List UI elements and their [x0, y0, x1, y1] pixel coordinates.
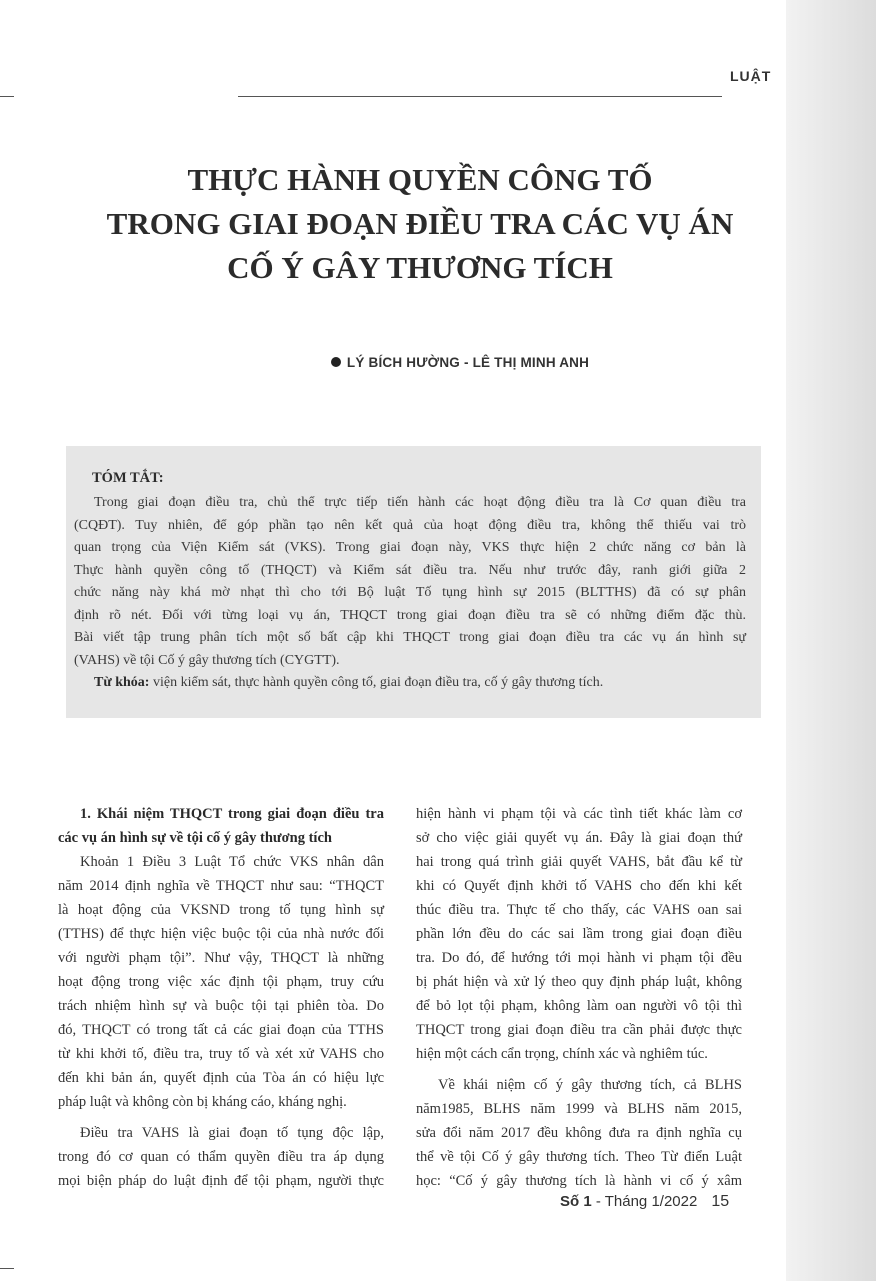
- body-line: để bỏ lọt tội phạm, không làm oan người vô tội thì: [416, 998, 742, 1014]
- body-line: hai trong quá trình giải quyết VAHS, bắt đầu kể từ: [416, 854, 742, 870]
- title-line: THỰC HÀNH QUYỀN CÔNG TỐ: [187, 162, 653, 197]
- page-edge-shadow: [786, 0, 876, 1281]
- body-line: hiện một cách cẩn trọng, chính xác và nghiêm túc.: [416, 1046, 708, 1062]
- keywords-text: viện kiểm sát, thực hành quyền công tố, giai đoạn điều tra, cố ý gây thương tích.: [152, 675, 604, 690]
- body-line: bị phát hiện và xử lý theo quy định pháp luật, không: [416, 974, 742, 990]
- page-number: 15: [711, 1193, 730, 1210]
- issue-date: - Tháng 1/2022: [591, 1193, 698, 1210]
- abstract-line: Thực hành quyền công tố (THQCT) và Kiểm sát điều tra. Nếu như trước đây, ranh giới giữa 2: [74, 562, 746, 578]
- body-line: thể về tội Cố ý gây thương tích. Theo Từ điển Luật: [416, 1149, 742, 1165]
- section-heading-line: các vụ án hình sự về tội cố ý gây thương tích: [58, 830, 332, 846]
- body-line: (TTHS) để thực hiện việc buộc tội của nhà nước đối: [58, 926, 384, 942]
- title-line: CỐ Ý GÂY THƯƠNG TÍCH: [227, 250, 613, 285]
- body-line: năm 2014 định nghĩa về THQCT như sau: “THQCT: [58, 878, 384, 894]
- title-line: TRONG GIAI ĐOẠN ĐIỀU TRA CÁC VỤ ÁN: [106, 206, 734, 241]
- keywords-label: Từ khóa:: [94, 675, 150, 690]
- bullet-icon: [331, 357, 341, 367]
- body-line: đó, THQCT có trong tất cả các giai đoạn của TTHS: [58, 1022, 384, 1038]
- abstract-line: định rõ nét. Đối với từng loại vụ án, THQCT trong giai đoạn điều tra sẽ có những điểm đặc thù.: [74, 607, 746, 623]
- author-names: LÝ BÍCH HƯỜNG - LÊ THỊ MINH ANH: [346, 355, 590, 370]
- body-line: tra. Do đó, để hướng tới mọi hành vi phạm tội đều: [416, 950, 742, 966]
- body-line: khi có Quyết định khởi tố VAHS cho đến khi kết: [416, 878, 742, 894]
- section-heading-line: 1. Khái niệm THQCT trong giai đoạn điều tra: [80, 806, 384, 822]
- body-line: năm1985, BLHS năm 1999 và BLHS năm 2015,: [416, 1101, 742, 1117]
- left-column: [58, 802, 384, 1193]
- body-line: Về khái niệm cố ý gây thương tích, cả BLHS: [438, 1077, 742, 1093]
- abstract-text: [74, 492, 746, 695]
- abstract-line: quan trọng của Viện Kiểm sát (VKS). Trong giai đoạn này, VKS thực hiện 2 chức năng cơ bản là: [74, 540, 746, 555]
- body-line: sở cho việc giải quyết vụ án. Đây là giai đoạn thứ: [416, 830, 742, 846]
- body-line: phần lớn đều do các sai lầm trong giai đoạn điều: [416, 926, 742, 942]
- body-line: sửa đổi năm 2017 đều không đưa ra định nghĩa cụ: [416, 1125, 742, 1141]
- abstract-line: Trong giai đoạn điều tra, chủ thể trực tiếp tiến hành các hoạt động điều tra là Cơ quan điều tra: [94, 495, 746, 510]
- page-footer: [560, 1193, 729, 1211]
- abstract-heading: TÓM TẮT:: [92, 470, 164, 486]
- body-line: hoạt động trong việc xác định tội phạm, truy cứu: [58, 974, 384, 990]
- section-label: LUẬT: [730, 68, 772, 84]
- body-line: trong đó cơ quan có thẩm quyền điều tra áp dụng: [58, 1149, 384, 1165]
- body-line: với người phạm tội”. Như vậy, THQCT là những: [58, 950, 384, 966]
- right-column: [416, 802, 742, 1193]
- body-line: thúc điều tra. Thực tế cho thấy, các VAHS oan sai: [416, 902, 742, 918]
- header-rule: [238, 96, 722, 97]
- keywords: [74, 672, 746, 695]
- body-line: từ khi khởi tố, điều tra, truy tố và xét xử VAHS cho: [58, 1046, 384, 1062]
- body-line: Khoản 1 Điều 3 Luật Tổ chức VKS nhân dân: [80, 854, 384, 870]
- body-line: mọi biện pháp do luật định để tội phạm, người thực: [58, 1173, 384, 1189]
- body-line: pháp luật và không còn bị kháng cáo, kháng nghị.: [58, 1094, 347, 1110]
- body-line: đến khi bản án, quyết định của Tòa án có hiệu lực: [58, 1070, 384, 1086]
- article-title: [70, 158, 770, 290]
- abstract-line: Bài viết tập trung phân tích một số bất cập khi THQCT trong giai đoạn điều tra các vụ án hình sự: [74, 630, 746, 645]
- body-line: hiện hành vi phạm tội và các tình tiết khác làm cơ: [416, 806, 742, 822]
- crop-mark-top: [0, 96, 14, 97]
- abstract-line: (VAHS) về tội Cố ý gây thương tích (CYGTT).: [74, 652, 340, 668]
- body-line: trách nhiệm hình sự và buộc tội tại phiên tòa. Do: [58, 998, 384, 1014]
- crop-mark-bottom: [0, 1268, 14, 1269]
- body-line: là hoạt động của VKSND trong tố tụng hình sự: [58, 902, 384, 918]
- authors: [200, 355, 720, 370]
- body-line: học: “Cố ý gây thương tích là hành vi cố ý xâm: [416, 1173, 742, 1189]
- issue-number: Số 1: [560, 1193, 592, 1210]
- abstract-line: (CQĐT). Tuy nhiên, để góp phần tạo nên kết quả của hoạt động điều tra, không thể thiếu vai trò: [74, 517, 746, 533]
- abstract-line: chức năng này khá mờ nhạt thì cho tới Bộ luật Tố tụng hình sự 2015 (BLTTHS) đã có sự phân: [74, 585, 746, 600]
- body-line: THQCT trong giai đoạn điều tra cần phải được thực: [416, 1022, 742, 1038]
- body-line: Điều tra VAHS là giai đoạn tố tụng độc lập,: [80, 1125, 384, 1141]
